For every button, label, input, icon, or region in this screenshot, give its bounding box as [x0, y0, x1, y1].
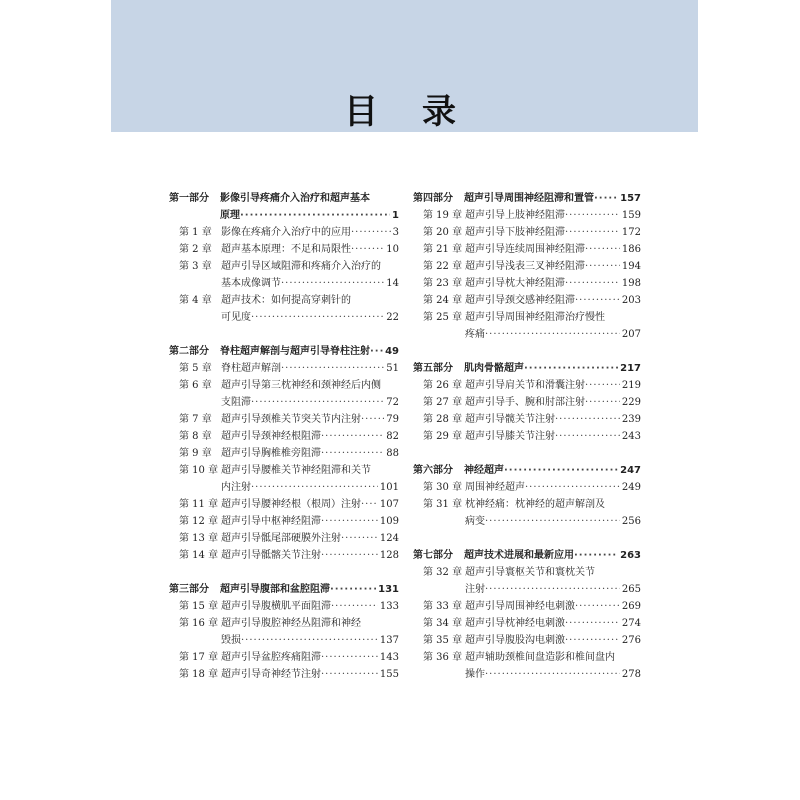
leader-dots [321, 428, 384, 445]
chapter-label: 第 30 章 [423, 482, 463, 493]
chapter-page: 101 [379, 482, 399, 493]
chapter-entry [413, 309, 641, 326]
chapter-page: 239 [621, 414, 641, 425]
toc-part [413, 360, 641, 445]
chapter-entry [169, 258, 399, 275]
chapter-label: 第 12 章 [179, 516, 219, 527]
chapter-label: 第 21 章 [423, 244, 463, 255]
leader-dots [585, 377, 620, 394]
toc-right-column [413, 190, 641, 683]
chapter-page: 155 [379, 669, 399, 680]
leader-dots [321, 547, 378, 564]
chapter-label: 第 25 章 [423, 312, 463, 323]
toc-left-column [169, 190, 399, 683]
part-page: 217 [620, 363, 641, 374]
chapter-entry [169, 615, 399, 632]
chapter-label: 第 17 章 [179, 652, 219, 663]
leader-dots [504, 462, 618, 479]
chapter-label: 第 1 章 [179, 227, 212, 238]
chapter-entry [413, 564, 641, 581]
chapter-title: 超声引导腰神经根（根周）注射 [221, 499, 361, 510]
chapter-title: 超声引导颈神经根阻滞 [221, 431, 321, 442]
leader-dots [565, 615, 620, 632]
chapter-label: 第 4 章 [179, 295, 212, 306]
chapter-label: 第 11 章 [179, 499, 219, 510]
leader-dots [565, 275, 620, 292]
chapter-label: 第 20 章 [423, 227, 463, 238]
part-heading [413, 462, 641, 479]
chapter-page: 3 [392, 227, 399, 238]
chapter-title: 超声引导腹横肌平面阻滞 [221, 601, 331, 612]
leader-dots [361, 496, 378, 513]
chapter-title-cont: 基本成像调节 [221, 278, 281, 289]
leader-dots [555, 428, 620, 445]
part-title: 超声引导腹部和盆腔阻滞 [220, 584, 330, 595]
leader-dots [281, 360, 384, 377]
chapter-entry [169, 649, 399, 666]
chapter-label: 第 32 章 [423, 567, 463, 578]
toc-part [169, 190, 399, 326]
chapter-title: 超声引导周围神经电刺激 [465, 601, 575, 612]
chapter-entry [413, 258, 641, 275]
chapter-label: 第 18 章 [179, 669, 219, 680]
part-spacer [413, 530, 641, 547]
chapter-title: 周围神经超声 [465, 482, 525, 493]
leader-dots [251, 394, 384, 411]
chapter-page: 51 [386, 363, 399, 374]
chapter-title: 超声引导髋关节注射 [465, 414, 555, 425]
chapter-page: 14 [386, 278, 399, 289]
chapter-page: 265 [621, 584, 641, 595]
toc-part [413, 462, 641, 530]
chapter-title: 超声引导腹股沟电刺激 [465, 635, 565, 646]
chapter-title-cont: 操作 [465, 669, 485, 680]
chapter-title: 超声引导盆腔疼痛阻滞 [221, 652, 321, 663]
chapter-page: 172 [621, 227, 641, 238]
chapter-label: 第 34 章 [423, 618, 463, 629]
chapter-label: 第 31 章 [423, 499, 463, 510]
chapter-entry [169, 462, 399, 479]
chapter-title: 超声引导骶尾部硬膜外注射 [221, 533, 341, 544]
chapter-title: 超声引导下肢神经阻滞 [465, 227, 565, 238]
part-page: 263 [620, 550, 641, 561]
leader-dots [594, 190, 618, 207]
chapter-entry [413, 275, 641, 292]
leader-dots [555, 411, 620, 428]
chapter-title: 超声引导胸椎椎旁阻滞 [221, 448, 321, 459]
part-heading-cont [169, 207, 399, 224]
toc-part [169, 343, 399, 564]
chapter-title: 超声引导奇神经节注射 [221, 669, 321, 680]
chapter-entry [413, 479, 641, 496]
part-heading [413, 190, 641, 207]
chapter-title-cont: 可见度 [221, 312, 251, 323]
part-spacer [413, 343, 641, 360]
chapter-page: 107 [379, 499, 399, 510]
part-spacer [169, 564, 399, 581]
chapter-entry [169, 445, 399, 462]
chapter-entry-cont [413, 513, 641, 530]
chapter-label: 第 35 章 [423, 635, 463, 646]
part-heading [413, 360, 641, 377]
chapter-entry [169, 360, 399, 377]
chapter-label: 第 29 章 [423, 431, 463, 442]
chapter-label: 第 15 章 [179, 601, 219, 612]
chapter-label: 第 5 章 [179, 363, 212, 374]
chapter-entry-cont [413, 666, 641, 683]
chapter-entry [169, 530, 399, 547]
leader-dots [485, 513, 620, 530]
part-page: 131 [378, 584, 399, 595]
chapter-label: 第 10 章 [179, 465, 219, 476]
chapter-title: 超声引导肩关节和滑囊注射 [465, 380, 585, 391]
chapter-page: 88 [386, 448, 399, 459]
chapter-entry [169, 598, 399, 615]
chapter-entry [169, 224, 399, 241]
leader-dots [321, 513, 378, 530]
chapter-entry [413, 615, 641, 632]
chapter-title: 超声引导中枢神经阻滞 [221, 516, 321, 527]
leader-dots [485, 666, 620, 683]
chapter-title: 超声引导寰枢关节和寰枕关节 [465, 567, 595, 578]
chapter-entry [413, 428, 641, 445]
leader-dots [361, 411, 384, 428]
chapter-title: 超声引导枕大神经阻滞 [465, 278, 565, 289]
chapter-entry-cont [169, 394, 399, 411]
chapter-title-cont: 疼痛 [465, 329, 485, 340]
chapter-title: 超声引导手、腕和肘部注射 [465, 397, 585, 408]
chapter-title: 超声引导颈椎关节突关节内注射 [221, 414, 361, 425]
chapter-title: 超声引导浅表三叉神经阻滞 [465, 261, 585, 272]
chapter-title: 影像在疼痛介入治疗中的应用 [221, 227, 351, 238]
chapter-title: 超声引导骶髂关节注射 [221, 550, 321, 561]
chapter-label: 第 9 章 [179, 448, 212, 459]
leader-dots [321, 445, 384, 462]
leader-dots [330, 581, 376, 598]
chapter-label: 第 24 章 [423, 295, 463, 306]
part-label: 第三部分 [169, 584, 209, 595]
chapter-entry [169, 428, 399, 445]
part-title: 脊柱超声解剖与超声引导脊柱注射 [220, 346, 370, 357]
part-spacer [413, 445, 641, 462]
leader-dots [485, 581, 620, 598]
chapter-label: 第 23 章 [423, 278, 463, 289]
part-heading [169, 343, 399, 360]
part-heading [413, 547, 641, 564]
chapter-page: 278 [621, 669, 641, 680]
chapter-page: 22 [386, 312, 399, 323]
chapter-page: 269 [621, 601, 641, 612]
chapter-entry-cont [169, 632, 399, 649]
chapter-title: 脊柱超声解剖 [221, 363, 281, 374]
leader-dots [585, 241, 620, 258]
chapter-page: 186 [621, 244, 641, 255]
leader-dots [585, 394, 620, 411]
chapter-page: 229 [621, 397, 641, 408]
page-title: 目录 [344, 92, 500, 132]
chapter-label: 第 13 章 [179, 533, 219, 544]
chapter-title: 超声引导区域阻滞和疼痛介入治疗的 [221, 261, 381, 272]
chapter-page: 198 [621, 278, 641, 289]
chapter-label: 第 3 章 [179, 261, 212, 272]
chapter-title: 超声引导连续周围神经阻滞 [465, 244, 585, 255]
leader-dots [524, 360, 618, 377]
chapter-entry [169, 411, 399, 428]
chapter-label: 第 6 章 [179, 380, 212, 391]
chapter-page: 249 [621, 482, 641, 493]
chapter-entry [413, 411, 641, 428]
chapter-entry [169, 496, 399, 513]
chapter-entry [413, 649, 641, 666]
chapter-entry [413, 496, 641, 513]
chapter-title: 超声引导上肢神经阻滞 [465, 210, 565, 221]
leader-dots [331, 598, 378, 615]
chapter-page: 133 [379, 601, 399, 612]
chapter-page: 207 [621, 329, 641, 340]
chapter-page: 276 [621, 635, 641, 646]
chapter-label: 第 16 章 [179, 618, 219, 629]
toc-part [169, 581, 399, 683]
chapter-title: 超声引导膝关节注射 [465, 431, 555, 442]
chapter-entry [413, 207, 641, 224]
leader-dots [585, 258, 620, 275]
part-title: 影像引导疼痛介入治疗和超声基本 [220, 193, 370, 204]
leader-dots [241, 632, 378, 649]
chapter-entry-cont [413, 581, 641, 598]
chapter-label: 第 33 章 [423, 601, 463, 612]
chapter-title-cont: 支阻滞 [221, 397, 251, 408]
chapter-title-cont: 注射 [465, 584, 485, 595]
part-label: 第七部分 [413, 550, 453, 561]
chapter-title: 超声引导腹腔神经丛阻滞和神经 [221, 618, 361, 629]
chapter-title-cont: 毁损 [221, 635, 241, 646]
chapter-label: 第 19 章 [423, 210, 463, 221]
chapter-entry [169, 513, 399, 530]
chapter-page: 143 [379, 652, 399, 663]
leader-dots [351, 241, 384, 258]
leader-dots [351, 224, 391, 241]
toc-part [413, 547, 641, 683]
leader-dots [251, 479, 378, 496]
part-title: 超声技术进展和最新应用 [464, 550, 574, 561]
chapter-title: 超声引导颈交感神经阻滞 [465, 295, 575, 306]
chapter-entry [413, 598, 641, 615]
chapter-page: 203 [621, 295, 641, 306]
chapter-page: 274 [621, 618, 641, 629]
chapter-entry [413, 394, 641, 411]
leader-dots [240, 207, 390, 224]
leader-dots [321, 649, 378, 666]
part-label: 第四部分 [413, 193, 453, 204]
part-label: 第五部分 [413, 363, 453, 374]
chapter-page: 124 [379, 533, 399, 544]
chapter-label: 第 28 章 [423, 414, 463, 425]
leader-dots [370, 343, 383, 360]
chapter-entry [169, 292, 399, 309]
chapter-label: 第 22 章 [423, 261, 463, 272]
chapter-entry [413, 377, 641, 394]
part-page: 247 [620, 465, 641, 476]
chapter-label: 第 14 章 [179, 550, 219, 561]
chapter-title: 超声辅助颈椎间盘造影和椎间盘内 [465, 652, 615, 663]
chapter-entry-cont [169, 309, 399, 326]
chapter-title-cont: 病变 [465, 516, 485, 527]
leader-dots [574, 547, 618, 564]
leader-dots [485, 326, 620, 343]
part-title: 神经超声 [464, 465, 504, 476]
leader-dots [341, 530, 378, 547]
part-label: 第六部分 [413, 465, 453, 476]
chapter-label: 第 36 章 [423, 652, 463, 663]
chapter-entry [413, 224, 641, 241]
part-label: 第一部分 [169, 193, 209, 204]
chapter-label: 第 2 章 [179, 244, 212, 255]
chapter-page: 159 [621, 210, 641, 221]
chapter-page: 243 [621, 431, 641, 442]
chapter-entry [413, 632, 641, 649]
part-title: 肌肉骨骼超声 [464, 363, 524, 374]
chapter-entry [169, 241, 399, 258]
leader-dots [565, 207, 620, 224]
chapter-entry-cont [413, 326, 641, 343]
chapter-label: 第 26 章 [423, 380, 463, 391]
chapter-entry-cont [169, 275, 399, 292]
chapter-page: 109 [379, 516, 399, 527]
chapter-page: 128 [379, 550, 399, 561]
chapter-title: 超声基本原理：不足和局限性 [221, 244, 351, 255]
chapter-entry [413, 292, 641, 309]
part-page: 157 [620, 193, 641, 204]
chapter-page: 194 [621, 261, 641, 272]
part-label: 第二部分 [169, 346, 209, 357]
chapter-title: 超声引导枕神经电刺激 [465, 618, 565, 629]
leader-dots [575, 598, 620, 615]
toc-part [413, 190, 641, 343]
part-page: 1 [392, 210, 399, 221]
chapter-title: 超声技术：如何提高穿刺针的 [221, 295, 351, 306]
leader-dots [565, 224, 620, 241]
chapter-label: 第 7 章 [179, 414, 212, 425]
chapter-page: 137 [379, 635, 399, 646]
part-heading [169, 581, 399, 598]
chapter-title: 超声引导周围神经阻滞治疗慢性 [465, 312, 605, 323]
leader-dots [525, 479, 620, 496]
chapter-entry [413, 241, 641, 258]
chapter-page: 72 [386, 397, 399, 408]
chapter-page: 82 [386, 431, 399, 442]
chapter-entry [169, 377, 399, 394]
chapter-entry-cont [169, 479, 399, 496]
part-page: 49 [385, 346, 399, 357]
chapter-title: 超声引导腰椎关节神经阻滞和关节 [221, 465, 371, 476]
leader-dots [321, 666, 378, 683]
chapter-label: 第 27 章 [423, 397, 463, 408]
leader-dots [251, 309, 384, 326]
leader-dots [575, 292, 620, 309]
chapter-page: 219 [621, 380, 641, 391]
chapter-title-cont: 内注射 [221, 482, 251, 493]
leader-dots [565, 632, 620, 649]
part-heading [169, 190, 399, 207]
chapter-entry [169, 547, 399, 564]
chapter-page: 79 [386, 414, 399, 425]
chapter-page: 10 [386, 244, 399, 255]
leader-dots [281, 275, 384, 292]
chapter-page: 256 [621, 516, 641, 527]
chapter-title: 枕神经痛：枕神经的超声解剖及 [465, 499, 605, 510]
chapter-entry [169, 666, 399, 683]
part-title: 超声引导周围神经阻滞和置管 [464, 193, 594, 204]
part-title-cont: 原理 [220, 210, 240, 221]
chapter-label: 第 8 章 [179, 431, 212, 442]
chapter-title: 超声引导第三枕神经和颈神经后内侧 [221, 380, 381, 391]
part-spacer [169, 326, 399, 343]
